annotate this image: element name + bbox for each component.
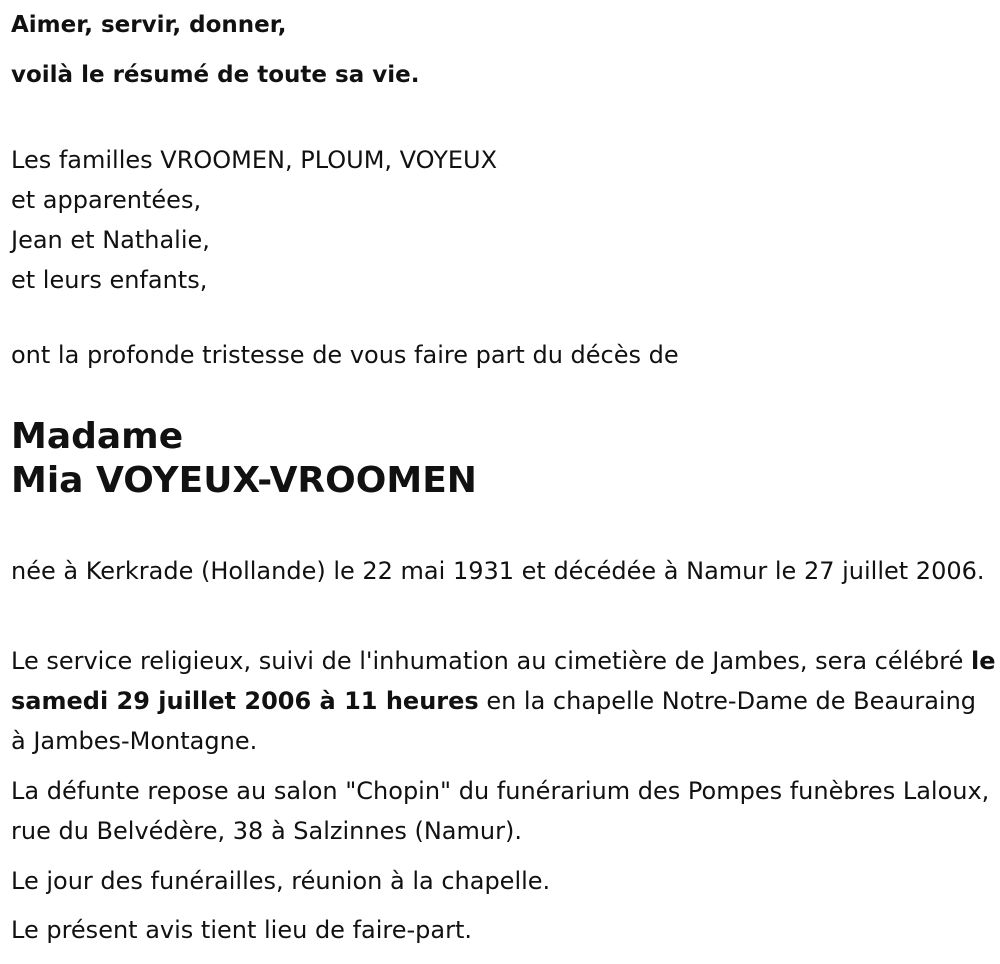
service-text-after: en la chapelle Notre-Dame de Beauraing à Jambes-Montagne. (11, 687, 977, 755)
service-text-before: Le service religieux, suivi de l'inhumation au cimetière de Jambes, sera célébré (11, 647, 972, 675)
deceased-name: Mia VOYEUX-VROOMEN (11, 460, 477, 501)
families-line-1: Les familles VROOMEN, PLOUM, VOYEUX (11, 146, 498, 174)
deceased-name-block (11, 415, 477, 503)
birth-death-paragraph: née à Kerkrade (Hollande) le 22 mai 1931 et décédée à Namur le 27 juillet 2006. (11, 557, 985, 585)
notice-paragraph: Le présent avis tient lieu de faire-part. (11, 916, 473, 944)
families-line-3: Jean et Nathalie, (11, 226, 210, 254)
families-block (11, 140, 497, 300)
service-date-emphasis: le samedi 29 juillet 2006 à 11 heures (11, 647, 996, 715)
epigraph-line-2: voilà le résumé de toute sa vie. (11, 62, 420, 88)
epigraph-line-1: Aimer, servir, donner, (11, 12, 287, 38)
funeral-day-paragraph: Le jour des funérailles, réunion à la chapelle. (11, 867, 551, 895)
service-paragraph (11, 641, 996, 761)
announcement-text: ont la profonde tristesse de vous faire part du décès de (11, 341, 679, 369)
deceased-title: Madame (11, 416, 184, 457)
families-line-2: et apparentées, (11, 186, 202, 214)
resting-paragraph: La défunte repose au salon "Chopin" du funérarium des Pompes funèbres Laloux, rue du Belvédère, 38 à Salzinnes (Namur). (11, 777, 990, 845)
families-line-4: et leurs enfants, (11, 266, 208, 294)
